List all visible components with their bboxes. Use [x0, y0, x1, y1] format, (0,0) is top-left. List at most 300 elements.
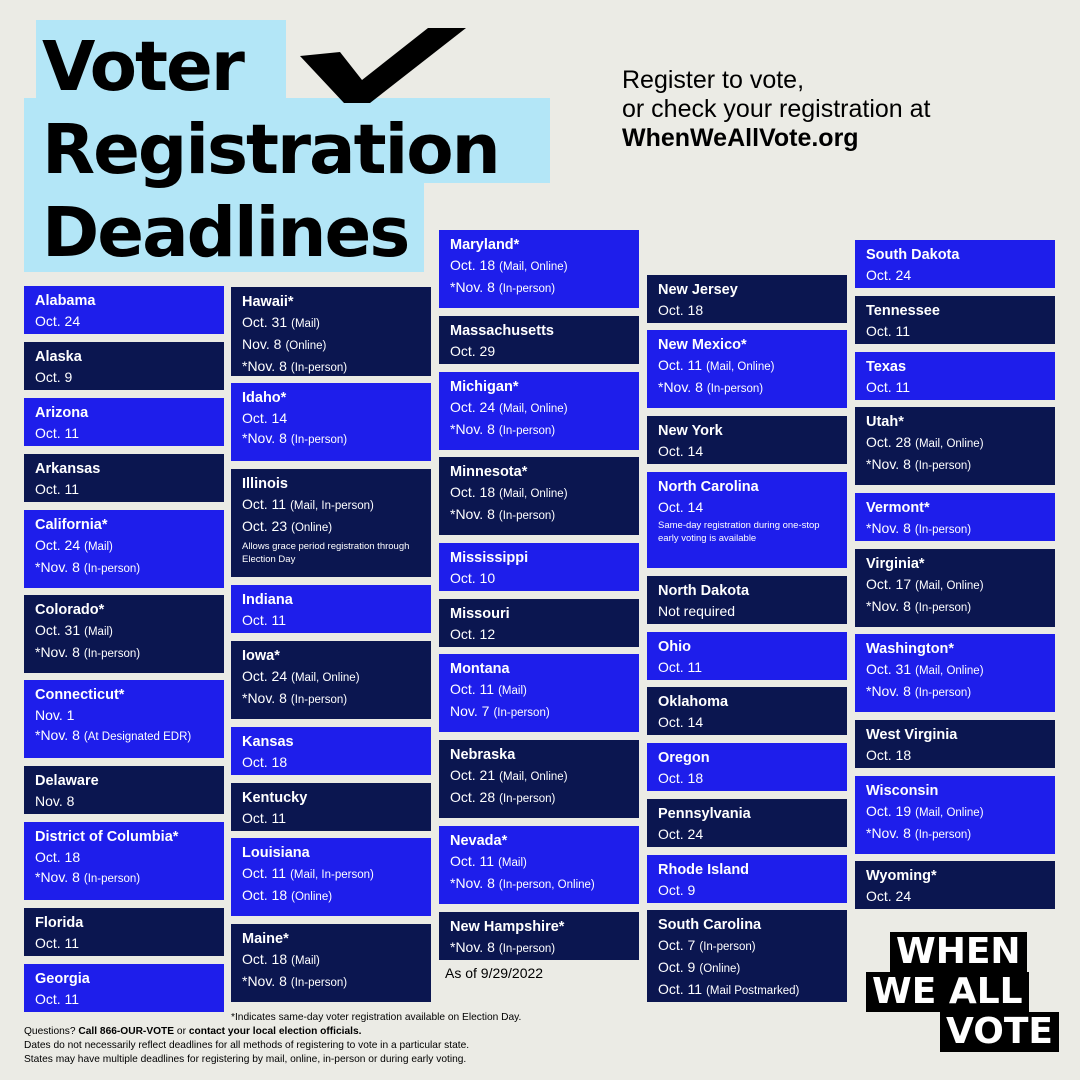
state-card-kansas: [231, 727, 431, 775]
deadline-line: [35, 311, 214, 331]
state-card-west-virginia: [855, 720, 1055, 768]
state-name: New Mexico*: [658, 337, 747, 353]
deadline-line: [35, 705, 214, 725]
state-name: Oklahoma: [658, 694, 729, 710]
state-card-iowa: [231, 641, 431, 719]
state-card-maryland: [439, 230, 639, 308]
state-card-delaware: [24, 766, 224, 814]
deadline-line: [242, 408, 421, 428]
deadline-date: Oct. 19: [866, 803, 912, 819]
state-card-tennessee: [855, 296, 1055, 344]
deadline-method: (Mail): [291, 955, 320, 967]
deadline-method: (Mail): [84, 626, 113, 638]
state-name: Utah*: [866, 414, 904, 430]
state-name: Idaho*: [242, 390, 287, 406]
deadline-method: (In-person, Online): [498, 879, 595, 891]
deadline-line: [450, 765, 629, 787]
deadline-line: [658, 657, 837, 677]
deadline-method: (Mail, Online): [915, 665, 984, 677]
deadline-method: (In-person): [83, 873, 141, 885]
deadline-date: Oct. 11: [450, 681, 495, 697]
contact-officials-link[interactable]: contact your local election officials.: [188, 1026, 362, 1037]
deadline-line: [658, 497, 837, 517]
register-line-2: or check your registration at: [622, 95, 931, 123]
state-name: Missouri: [450, 606, 510, 622]
state-name: New York: [658, 423, 723, 439]
title-line-3: Deadlines: [42, 193, 409, 273]
deadline-date: Oct. 11: [35, 991, 80, 1007]
deadline-line: [242, 752, 421, 772]
deadline-date: *Nov. 8: [242, 690, 287, 706]
state-name: Colorado*: [35, 602, 105, 618]
deadline-date: Oct. 17: [866, 576, 912, 592]
state-name: Nebraska: [450, 747, 516, 763]
state-name: Texas: [866, 359, 907, 375]
deadline-date: Oct. 24: [35, 537, 81, 553]
state-name: Arkansas: [35, 461, 101, 477]
deadline-date: *Nov. 8: [450, 421, 495, 437]
deadline-line: [450, 255, 629, 277]
deadline-method: (In-person): [83, 563, 141, 575]
state-name: Connecticut*: [35, 687, 125, 703]
deadline-line: [866, 432, 1045, 454]
deadline-date: Oct. 11: [658, 357, 703, 373]
deadline-method: (Online): [291, 522, 333, 534]
footnote: *Indicates same-day voter registration available on Election Day.: [231, 1012, 522, 1023]
state-note: Allows grace period registration through Election Day: [242, 541, 410, 565]
deadline-line: [242, 666, 421, 688]
deadline-date: Oct. 11: [866, 323, 911, 339]
deadline-line: [450, 419, 629, 441]
state-name: Illinois: [242, 476, 288, 492]
state-name: New Hampshire*: [450, 919, 565, 935]
deadline-line: [658, 712, 837, 732]
deadline-line: [866, 321, 1045, 341]
deadline-date: Oct. 23: [242, 518, 288, 534]
state-card-connecticut: [24, 680, 224, 758]
state-note: Same-day registration during one-stop early voting is available: [658, 520, 820, 544]
state-card-wisconsin: [855, 776, 1055, 854]
deadline-date: Nov. 8: [35, 793, 75, 809]
deadline-line: [658, 355, 837, 377]
deadline-line: [35, 535, 214, 557]
deadline-date: *Nov. 8: [866, 683, 911, 699]
deadline-line: [35, 867, 214, 889]
deadline-date: *Nov. 8: [450, 939, 495, 955]
state-name: Indiana: [242, 592, 293, 608]
deadline-date: Oct. 28: [450, 789, 496, 805]
deadline-line: [35, 989, 214, 1009]
deadline-date: Nov. 7: [450, 703, 490, 719]
state-name: North Carolina: [658, 479, 759, 495]
deadline-line: [242, 885, 421, 907]
deadline-date: Oct. 11: [658, 981, 703, 997]
deadline-date: Oct. 24: [35, 313, 81, 329]
deadline-date: Oct. 24: [866, 267, 912, 283]
deadline-line: [866, 745, 1045, 765]
deadline-date: Oct. 31: [242, 314, 288, 330]
state-card-pennsylvania: [647, 799, 847, 847]
deadline-method: (In-person): [290, 977, 348, 989]
logo-line-1: WHEN: [890, 932, 1027, 972]
state-card-massachusetts: [439, 316, 639, 364]
deadline-line: [658, 957, 837, 979]
state-name: California*: [35, 517, 108, 533]
deadline-line: [35, 620, 214, 642]
deadline-line: [242, 516, 421, 538]
deadline-line: [658, 441, 837, 461]
state-name: Georgia: [35, 971, 90, 987]
deadline-date: *Nov. 8: [35, 727, 80, 743]
state-card-california: [24, 510, 224, 588]
deadline-date: *Nov. 8: [450, 279, 495, 295]
state-card-virginia: [855, 549, 1055, 627]
state-card-district-of-columbia: [24, 822, 224, 900]
deadline-line: [450, 504, 629, 526]
state-name: Ohio: [658, 639, 692, 655]
deadline-date: Oct. 12: [450, 626, 496, 642]
deadline-method: (Mail, In-person): [290, 869, 374, 881]
deadline-method: (In-person): [499, 793, 556, 805]
deadline-line: [242, 356, 421, 376]
state-name: Florida: [35, 915, 84, 931]
deadline-date: Oct. 7: [658, 937, 696, 953]
deadline-date: Oct. 18: [866, 747, 912, 763]
deadline-line: [658, 935, 837, 957]
deadline-line: [658, 601, 837, 621]
deadline-line: [450, 482, 629, 504]
state-card-rhode-island: [647, 855, 847, 903]
deadline-method: (Mail): [498, 857, 527, 869]
state-name: Montana: [450, 661, 510, 677]
deadline-line: [242, 808, 421, 828]
deadline-date: Oct. 11: [242, 865, 287, 881]
deadline-method: (In-person): [914, 460, 972, 472]
state-card-georgia: [24, 964, 224, 1012]
deadline-date: Oct. 24: [450, 399, 496, 415]
deadline-line: [658, 377, 837, 399]
deadline-date: Oct. 11: [35, 425, 80, 441]
deadline-method: (Mail): [498, 685, 527, 697]
state-name: Alaska: [35, 349, 82, 365]
state-name: Hawaii*: [242, 294, 294, 310]
deadline-date: Oct. 18: [242, 887, 288, 903]
state-card-hawaii: [231, 287, 431, 376]
deadline-date: Oct. 18: [450, 484, 496, 500]
state-card-north-carolina: [647, 472, 847, 568]
deadline-date: *Nov. 8: [242, 358, 287, 374]
deadline-line: [866, 574, 1045, 596]
deadline-date: Oct. 11: [450, 853, 495, 869]
deadline-method: (In-person): [493, 707, 550, 719]
state-name: Maine*: [242, 931, 289, 947]
deadline-date: Oct. 24: [866, 888, 912, 904]
register-line-1: Register to vote,: [622, 66, 805, 94]
deadline-method: (In-person): [706, 383, 764, 395]
deadline-line: [450, 851, 629, 873]
deadline-date: *Nov. 8: [866, 825, 911, 841]
deadline-date: Oct. 9: [35, 369, 73, 385]
state-name: Alabama: [35, 293, 96, 309]
state-card-washington: [855, 634, 1055, 712]
deadline-date: Oct. 18: [450, 257, 496, 273]
register-callout: [622, 66, 930, 153]
deadline-line: [450, 568, 629, 588]
deadline-date: *Nov. 8: [450, 875, 495, 891]
state-name: South Dakota: [866, 247, 960, 263]
deadline-line: [242, 863, 421, 885]
deadline-date: *Nov. 8: [866, 456, 911, 472]
deadline-date: Oct. 18: [35, 849, 81, 865]
questions-prefix: Questions?: [24, 1026, 76, 1037]
disclaimer-2: States may have multiple deadlines for registering by mail, online, in-person or during early voting.: [24, 1054, 467, 1065]
deadline-line: [450, 679, 629, 701]
deadline-line: [866, 659, 1045, 681]
state-card-louisiana: [231, 838, 431, 916]
deadline-date: Oct. 24: [658, 826, 704, 842]
deadline-method: (Mail): [291, 318, 320, 330]
deadline-line: [450, 341, 629, 361]
deadline-line: [35, 557, 214, 579]
state-name: Wisconsin: [866, 783, 939, 799]
deadline-method: (In-person): [699, 941, 756, 953]
deadline-date: *Nov. 8: [242, 430, 287, 446]
deadline-line: [658, 880, 837, 900]
deadline-date: Oct. 21: [450, 767, 496, 783]
deadline-method: (In-person): [914, 829, 972, 841]
state-card-texas: [855, 352, 1055, 400]
state-card-new-jersey: [647, 275, 847, 323]
deadline-line: [242, 949, 421, 971]
deadline-date: Oct. 11: [35, 481, 80, 497]
state-card-illinois: [231, 469, 431, 577]
deadline-date: *Nov. 8: [242, 973, 287, 989]
deadline-method: (In-person): [290, 434, 348, 446]
state-card-arizona: [24, 398, 224, 446]
state-name: Louisiana: [242, 845, 310, 861]
deadline-method: (In-person): [498, 283, 556, 295]
state-card-new-hampshire: [439, 912, 639, 960]
questions-or: or: [176, 1026, 186, 1037]
as-of-date: As of 9/29/2022: [445, 965, 544, 981]
deadline-method: (In-person): [498, 510, 556, 522]
state-card-indiana: [231, 585, 431, 633]
state-name: West Virginia: [866, 727, 958, 743]
state-name: District of Columbia*: [35, 829, 179, 845]
deadline-method: (Mail, Online): [915, 807, 984, 819]
deadline-line: [866, 596, 1045, 618]
deadline-method: (Mail, Online): [915, 438, 984, 450]
state-name: New Jersey: [658, 282, 738, 298]
deadline-date: Oct. 18: [242, 754, 288, 770]
state-name: Vermont*: [866, 500, 930, 516]
state-name: Washington*: [866, 641, 955, 657]
deadline-line: [866, 377, 1045, 397]
state-name: Nevada*: [450, 833, 508, 849]
state-card-florida: [24, 908, 224, 956]
deadline-method: (Mail, Online): [499, 261, 568, 273]
state-name: Wyoming*: [866, 868, 937, 884]
deadline-date: Oct. 11: [866, 379, 911, 395]
deadline-date: Not required: [658, 603, 736, 619]
deadline-line: [242, 610, 421, 630]
deadline-date: Oct. 11: [658, 659, 703, 675]
deadline-method: (At Designated EDR): [83, 731, 192, 743]
state-card-north-dakota: [647, 576, 847, 624]
deadline-line: [866, 454, 1045, 476]
deadline-date: *Nov. 8: [35, 869, 80, 885]
deadline-date: Oct. 18: [658, 302, 704, 318]
deadline-method: (Mail, Online): [915, 580, 984, 592]
deadline-method: (Online): [291, 891, 333, 903]
state-card-oregon: [647, 743, 847, 791]
deadline-line: [450, 277, 629, 299]
deadline-line: [450, 787, 629, 809]
state-card-oklahoma: [647, 687, 847, 735]
deadline-date: *Nov. 8: [866, 598, 911, 614]
deadline-method: (Mail, Online): [291, 672, 360, 684]
state-name: North Dakota: [658, 583, 750, 599]
deadline-date: Oct. 31: [866, 661, 912, 677]
deadline-method: (Mail, In-person): [290, 500, 374, 512]
deadline-date: Oct. 31: [35, 622, 81, 638]
state-card-south-dakota: [855, 240, 1055, 288]
deadline-line: [450, 873, 629, 895]
deadline-line: [866, 681, 1045, 703]
call-hotline-link[interactable]: Call 866-OUR-VOTE: [78, 1026, 175, 1037]
deadline-date: Oct. 14: [658, 714, 704, 730]
deadline-date: Oct. 24: [242, 668, 288, 684]
register-url-link[interactable]: WhenWeAllVote.org: [622, 124, 859, 152]
state-card-minnesota: [439, 457, 639, 535]
deadline-method: (In-person): [498, 943, 556, 955]
deadline-line: [450, 937, 629, 959]
deadline-date: Oct. 11: [242, 810, 287, 826]
state-name: Tennessee: [866, 303, 940, 319]
title-line-2: Registration: [42, 110, 499, 190]
state-card-new-york: [647, 416, 847, 464]
deadline-date: Oct. 14: [658, 443, 704, 459]
state-name: Kentucky: [242, 790, 308, 806]
deadline-line: [35, 847, 214, 867]
deadline-date: Oct. 9: [658, 882, 696, 898]
state-card-michigan: [439, 372, 639, 450]
deadline-date: Oct. 14: [242, 410, 288, 426]
logo-line-3: VOTE: [940, 1012, 1059, 1052]
deadline-method: (In-person): [290, 362, 348, 374]
deadline-method: (Mail, Online): [499, 403, 568, 415]
deadline-line: [658, 300, 837, 320]
deadline-line: [450, 397, 629, 419]
deadline-method: (Mail, Online): [706, 361, 775, 373]
page-title: [42, 26, 499, 275]
deadline-date: Oct. 11: [35, 935, 80, 951]
deadline-date: *Nov. 8: [450, 506, 495, 522]
state-card-montana: [439, 654, 639, 732]
state-name: Kansas: [242, 734, 294, 750]
deadline-line: [866, 801, 1045, 823]
deadline-date: Oct. 28: [866, 434, 912, 450]
deadline-date: Oct. 14: [658, 499, 704, 515]
state-card-nebraska: [439, 740, 639, 818]
state-card-missouri: [439, 599, 639, 647]
deadline-line: [450, 624, 629, 644]
deadline-method: (Online): [285, 340, 327, 352]
state-card-vermont: [855, 493, 1055, 541]
questions-line: [24, 1025, 362, 1038]
state-name: Rhode Island: [658, 862, 750, 878]
state-card-idaho: [231, 383, 431, 461]
deadline-line: [242, 312, 421, 334]
deadline-method: (In-person): [914, 687, 972, 699]
deadline-line: [866, 823, 1045, 845]
deadline-method: (Mail): [84, 541, 113, 553]
deadline-date: Oct. 18: [658, 770, 704, 786]
state-name: South Carolina: [658, 917, 762, 933]
deadline-date: Nov. 1: [35, 707, 75, 723]
state-name: Minnesota*: [450, 464, 528, 480]
deadline-date: *Nov. 8: [658, 379, 703, 395]
state-card-alaska: [24, 342, 224, 390]
deadline-date: *Nov. 8: [866, 520, 911, 536]
deadline-line: [866, 518, 1045, 540]
state-name: Virginia*: [866, 556, 925, 572]
deadline-line: [35, 367, 214, 387]
deadline-date: Oct. 18: [242, 951, 288, 967]
deadline-method: (In-person): [83, 648, 141, 660]
deadline-method: (In-person): [914, 524, 972, 536]
state-name: Iowa*: [242, 648, 280, 664]
state-card-new-mexico: [647, 330, 847, 408]
deadline-line: [35, 725, 214, 747]
state-card-wyoming: [855, 861, 1055, 909]
deadline-line: [242, 334, 421, 356]
state-name: Michigan*: [450, 379, 519, 395]
deadline-method: (Mail, Online): [499, 488, 568, 500]
deadline-method: (Online): [699, 963, 741, 975]
deadline-method: (In-person): [290, 694, 348, 706]
deadline-line: [35, 642, 214, 664]
deadline-date: Oct. 9: [658, 959, 696, 975]
state-name: Pennsylvania: [658, 806, 751, 822]
deadline-line: [35, 791, 214, 811]
state-card-alabama: [24, 286, 224, 334]
deadline-line: [866, 886, 1045, 906]
title-line-1: Voter: [42, 27, 243, 107]
deadline-date: Oct. 10: [450, 570, 496, 586]
logo-line-2: WE ALL: [866, 972, 1029, 1012]
state-card-ohio: [647, 632, 847, 680]
deadline-line: [242, 688, 421, 710]
deadline-date: Nov. 8: [242, 336, 282, 352]
state-card-kentucky: [231, 783, 431, 831]
deadline-method: (Mail Postmarked): [706, 985, 800, 997]
state-card-south-carolina: [647, 910, 847, 1002]
deadline-line: [658, 979, 837, 1001]
state-name: Arizona: [35, 405, 89, 421]
deadline-date: Oct. 11: [242, 496, 287, 512]
state-name: Mississippi: [450, 550, 529, 566]
state-card-arkansas: [24, 454, 224, 502]
deadline-date: Oct. 29: [450, 343, 496, 359]
deadline-line: [450, 701, 629, 723]
deadline-line: [658, 768, 837, 788]
disclaimer-1: Dates do not necessarily reflect deadlines for all methods of registering to vote in a particular state.: [24, 1040, 470, 1051]
deadline-line: [35, 423, 214, 443]
deadline-line: [35, 479, 214, 499]
state-card-utah: [855, 407, 1055, 485]
state-name: Massachusetts: [450, 323, 554, 339]
